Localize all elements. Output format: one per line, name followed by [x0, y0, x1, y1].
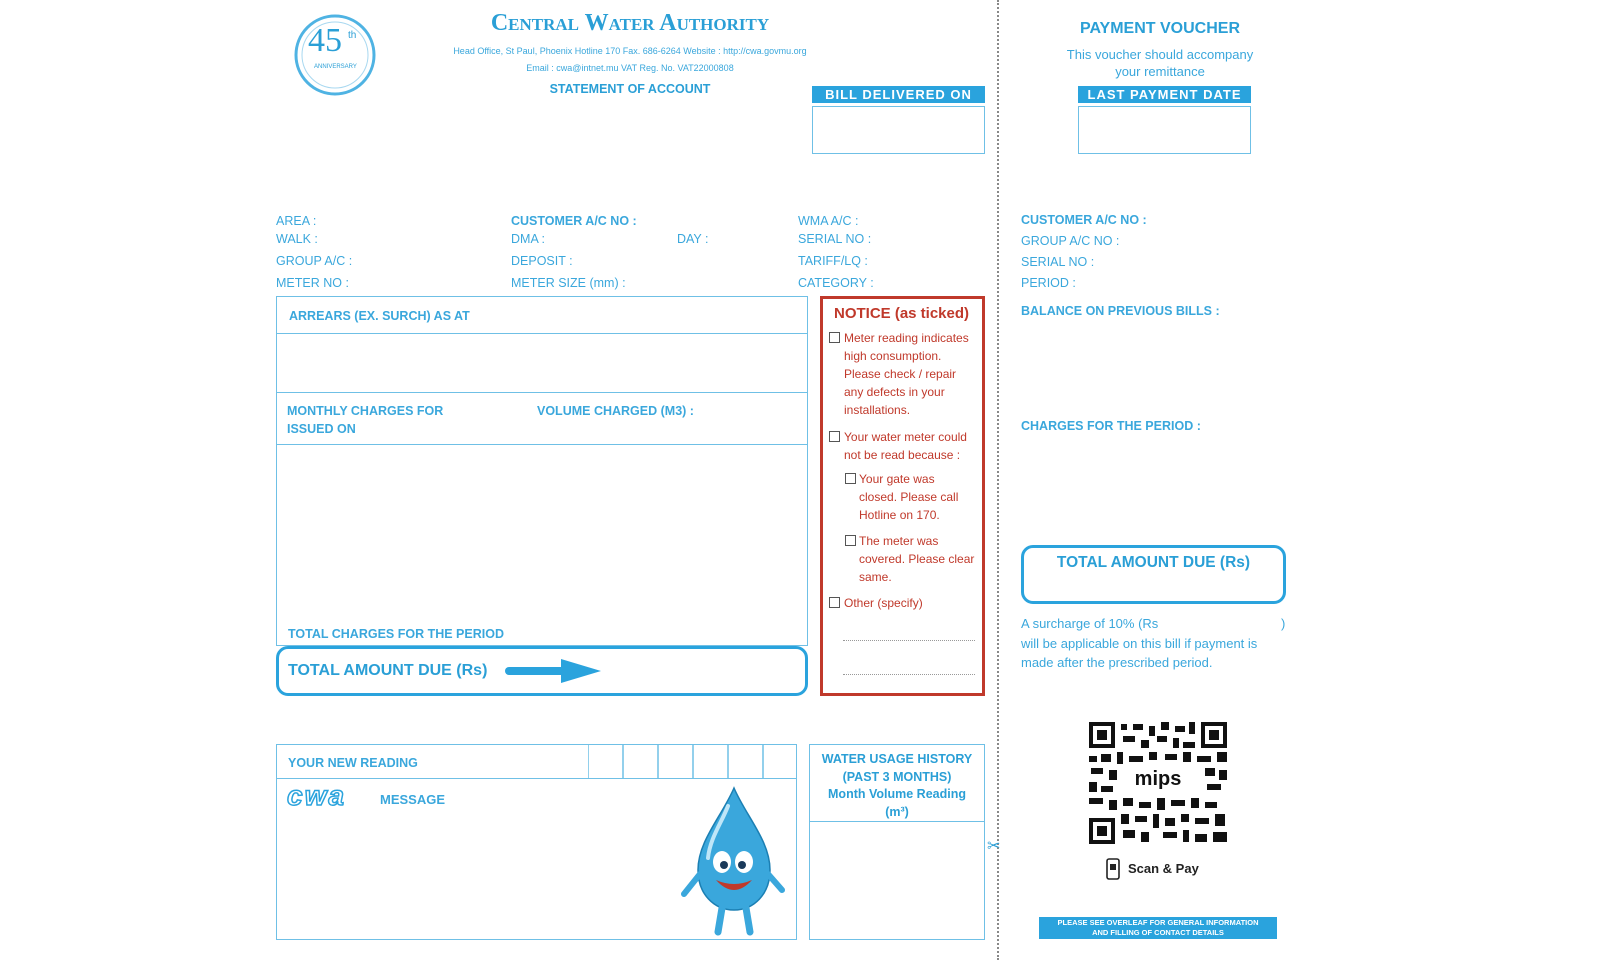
meter-no-label: METER NO : [276, 276, 349, 290]
meter-size-label: METER SIZE (mm) : [511, 276, 626, 290]
footer-line-2: AND FILLING OF CONTACT DETAILS [1092, 928, 1224, 937]
surcharge-line-1-close: ) [1281, 616, 1286, 631]
voucher-customer-ac-label: CUSTOMER A/C NO : [1021, 213, 1147, 227]
qr-center-label: mips [1134, 768, 1182, 790]
scan-pay-label: Scan & Pay [1128, 861, 1199, 876]
usage-history-header [809, 751, 985, 821]
contact-line-2: Email : cwa@intnet.mu VAT Reg. No. VAT22000808 [526, 63, 734, 73]
notice-title: NOTICE (as ticked) [834, 305, 970, 322]
tariff-label: TARIFF/LQ : [798, 254, 868, 268]
contact-line-1: Head Office, St Paul, Phoenix Hotline 170 Fax. 686-6264 Website : http://cwa.govmu.org [453, 46, 807, 56]
total-due-label: TOTAL AMOUNT DUE (Rs) [288, 662, 488, 679]
logo-th: th [348, 30, 357, 41]
total-charges-label: TOTAL CHARGES FOR THE PERIOD [288, 627, 504, 641]
day-label: DAY : [677, 232, 709, 246]
notice-item-2: Your water meter could not be read because : [844, 430, 967, 462]
usage-history-line-1: WATER USAGE HISTORY [821, 752, 973, 766]
other-specify-line-2[interactable] [843, 674, 975, 675]
arrow-right-icon [505, 659, 601, 688]
new-reading-label: YOUR NEW READING [288, 756, 418, 770]
notice-checkbox-2[interactable] [829, 431, 840, 442]
serial-no-label: SERIAL NO : [798, 232, 872, 246]
usage-history-line-3: Month Volume Reading [828, 787, 966, 801]
cwa-brand: cwa [287, 780, 346, 811]
voucher-serial-no-label: SERIAL NO : [1021, 255, 1095, 269]
notice-item-2b: The meter was covered. Please clear same. [859, 534, 975, 584]
message-label: MESSAGE [380, 792, 446, 807]
dma-label: DMA : [511, 232, 546, 246]
qr-code-icon[interactable] [1087, 720, 1229, 846]
notice-checkbox-2a[interactable] [845, 473, 856, 484]
water-drop-mascot-icon [678, 786, 790, 941]
statement-title: STATEMENT OF ACCOUNT [549, 82, 711, 96]
area-label: AREA : [276, 214, 317, 228]
issued-on-label: ISSUED ON [287, 422, 356, 436]
deposit-label: DEPOSIT : [511, 254, 573, 268]
group-ac-label: GROUP A/C : [276, 254, 353, 268]
volume-charged-label: VOLUME CHARGED (M3) : [537, 404, 694, 418]
last-payment-label: LAST PAYMENT DATE [1078, 86, 1251, 103]
last-payment-box[interactable] [1078, 106, 1251, 154]
wma-ac-label: WMA A/C : [798, 214, 859, 228]
surcharge-line-2: will be applicable on this bill if payment is [1021, 636, 1258, 651]
footer-line-1: PLEASE SEE OVERLEAF FOR GENERAL INFORMATION [1057, 918, 1259, 927]
phone-icon [1106, 858, 1120, 885]
voucher-group-ac-label: GROUP A/C NO : [1021, 234, 1120, 248]
arrears-label: ARREARS (EX. SURCH) AS AT [289, 309, 470, 323]
voucher-subtitle-2: your remittance [1115, 64, 1205, 79]
perforation-line [997, 0, 999, 960]
surcharge-line-3: made after the prescribed period. [1021, 655, 1213, 670]
voucher-subtitle-1: This voucher should accompany [1066, 47, 1254, 62]
notice-checkbox-3[interactable] [829, 597, 840, 608]
new-reading-digit-boxes[interactable] [588, 744, 797, 779]
charges-period-label: CHARGES FOR THE PERIOD : [1021, 419, 1201, 433]
voucher-total-due-label: TOTAL AMOUNT DUE (Rs) [1056, 554, 1251, 571]
charges-box [276, 296, 808, 646]
walk-label: WALK : [276, 232, 318, 246]
monthly-charges-label: MONTHLY CHARGES FOR [287, 404, 444, 418]
bill-delivered-label: BILL DELIVERED ON [812, 86, 985, 103]
logo-number: 45 [308, 22, 342, 59]
scissors-icon: ✂ [987, 838, 1001, 855]
bill-delivered-box[interactable] [812, 106, 985, 154]
org-name: Central Water Authority [490, 10, 770, 36]
usage-history-line-2: (PAST 3 MONTHS) [842, 769, 952, 784]
category-label: CATEGORY : [798, 276, 874, 290]
logo-anniversary: ANNIVERSARY [314, 64, 357, 70]
voucher-title: PAYMENT VOUCHER [1079, 20, 1241, 37]
notice-item-3: Other (specify) [844, 596, 923, 610]
other-specify-line-1[interactable] [843, 640, 975, 641]
notice-item-1: Meter reading indicates high consumption. Please check / repair any defects in your installations. [844, 331, 969, 417]
voucher-period-label: PERIOD : [1021, 276, 1076, 290]
notice-checkbox-2b[interactable] [845, 535, 856, 546]
surcharge-line-1: A surcharge of 10% (Rs [1021, 616, 1159, 631]
voucher-footer-banner [1039, 917, 1277, 939]
balance-prev-label: BALANCE ON PREVIOUS BILLS : [1021, 304, 1220, 318]
cwa-anniversary-logo [292, 12, 378, 98]
customer-ac-label: CUSTOMER A/C NO : [511, 214, 637, 228]
usage-history-line-4: (m³) [885, 804, 909, 819]
notice-item-2a: Your gate was closed. Please call Hotline on 170. [859, 472, 959, 522]
notice-checkbox-1[interactable] [829, 332, 840, 343]
